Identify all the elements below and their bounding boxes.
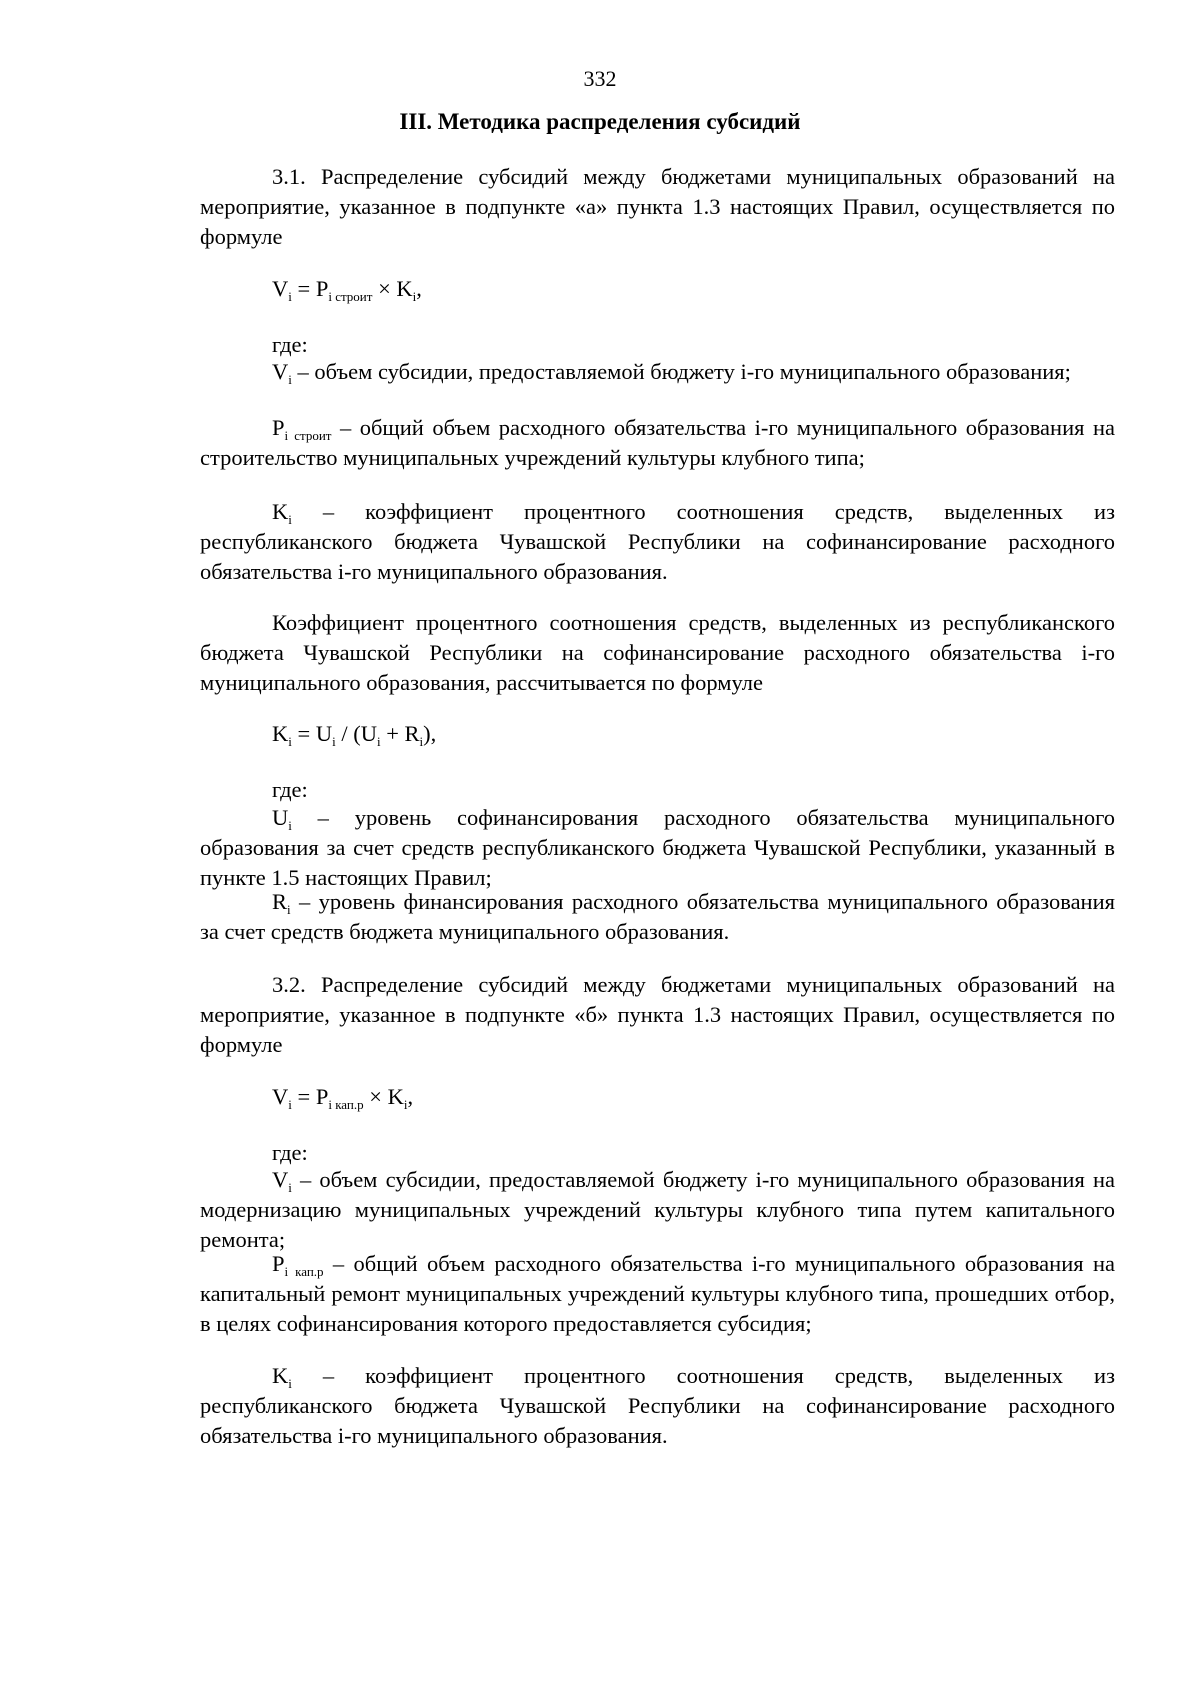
formula-subscript: i строит <box>328 289 373 304</box>
definition-p-capital <box>200 1249 1115 1339</box>
formula-subscript: i <box>332 734 336 749</box>
definition-symbol: R <box>272 889 288 914</box>
definition-symbol: K <box>272 499 289 524</box>
formula-subscript: i <box>288 734 292 749</box>
definition-k <box>200 497 1115 587</box>
definition-subscript: i <box>288 1376 292 1391</box>
definition-r <box>200 887 1115 947</box>
definition-subscript: i <box>288 818 292 833</box>
formula-text: , <box>416 276 422 301</box>
definition-symbol: P <box>272 415 285 440</box>
formula-text: , <box>407 1084 414 1109</box>
formula-subscript: i <box>419 734 424 749</box>
definition-subscript: i кап.р <box>284 1264 324 1279</box>
formula-k <box>272 719 436 749</box>
definition-text: – коэффициент процентного соотношения средств, выделенных из республиканского бюджета Чувашской Республики на софинансирование расходного обязательства i-го муниципального образования. <box>200 1363 1115 1448</box>
formula-text: ), <box>423 721 437 746</box>
definition-symbol: K <box>272 1363 289 1388</box>
definition-symbol: V <box>272 1167 289 1192</box>
formula-text: = P <box>291 1084 329 1109</box>
paragraph-3-2: 3.2. Распределение субсидий между бюджетами муниципальных образований на мероприятие, указанное в подпункте «б» пункта 1.3 настоящих Правил, осуществляется по формуле <box>200 972 1115 1057</box>
formula-subscript: i <box>412 289 417 304</box>
where-label: где: <box>272 1140 308 1165</box>
definition-subscript: i строит <box>284 428 332 443</box>
coefficient-paragraph: Коэффициент процентного соотношения средств, выделенных из республиканского бюджета Чувашской Республики на софинансирование расходного обязательства i-го муниципального образования, рассчитывается по формуле <box>200 610 1115 695</box>
where-label: где: <box>272 777 308 802</box>
formula-symbol: V <box>272 276 289 301</box>
definition-text: – общий объем расходного обязательства i-го муниципального образования на капитальный ремонт муниципальных учреждений культуры клубного типа, прошедших отбор, в целях софинансирования которого предоставляется субсидия; <box>200 1251 1115 1336</box>
paragraph-3-1: 3.1. Распределение субсидий между бюджетами муниципальных образований на мероприятие, указанное в подпункте «а» пункта 1.3 настоящих Правил, осуществляется по формуле <box>200 164 1115 249</box>
definition-text: – объем субсидии, предоставляемой бюджету i-го муниципального образования на модернизацию муниципальных учреждений культуры клубного типа путем капитального ремонта; <box>200 1167 1115 1252</box>
definition-text: – коэффициент процентного соотношения средств, выделенных из республиканского бюджета Чувашской Республики на софинансирование расходного обязательства i-го муниципального образования. <box>200 499 1115 584</box>
formula-subscript: i <box>403 1097 408 1112</box>
definition-subscript: i <box>287 902 291 917</box>
formula-subscript: i <box>288 1097 292 1112</box>
definition-subscript: i <box>288 1180 292 1195</box>
definition-text: – объем субсидии, предоставляемой бюджету i-го муниципального образования; <box>291 359 1071 384</box>
formula-symbol: V <box>272 1084 289 1109</box>
formula-subscript: i кап.р <box>328 1097 364 1112</box>
definition-v <box>200 357 1115 387</box>
definition-subscript: i <box>288 372 292 387</box>
page-number: 332 <box>583 66 617 91</box>
formula-subscript: i <box>376 734 381 749</box>
definition-text: – уровень финансирования расходного обязательства муниципального образования за счет средств бюджета муниципального образования. <box>200 889 1115 944</box>
formula-text: = U <box>291 721 333 746</box>
formula-text: × K <box>372 276 413 301</box>
definition-k-capital <box>200 1361 1115 1451</box>
formula-subscript: i <box>288 289 292 304</box>
definition-symbol: V <box>272 359 289 384</box>
formula-v-capital-repair <box>272 1082 413 1112</box>
formula-text: = P <box>291 276 329 301</box>
definition-u <box>200 803 1115 893</box>
definition-v-capital <box>200 1165 1115 1255</box>
definition-p <box>200 413 1115 473</box>
where-label: где: <box>272 332 308 357</box>
formula-text: × K <box>363 1084 404 1109</box>
formula-text: / (U <box>335 721 377 746</box>
formula-text: + R <box>380 721 420 746</box>
definition-text: – общий объем расходного обязательства i-го муниципального образования на строительство муниципальных учреждений культуры клубного типа; <box>200 415 1115 470</box>
section-title: III. Методика распределения субсидий <box>399 109 801 134</box>
formula-symbol: K <box>272 721 289 746</box>
formula-v-construction <box>272 274 422 304</box>
definition-symbol: P <box>272 1251 285 1276</box>
definition-subscript: i <box>288 512 292 527</box>
definition-text: – уровень софинансирования расходного обязательства муниципального образования за счет средств республиканского бюджета Чувашской Республики, указанный в пункте 1.5 настоящих Правил; <box>200 805 1115 890</box>
definition-symbol: U <box>272 805 289 830</box>
